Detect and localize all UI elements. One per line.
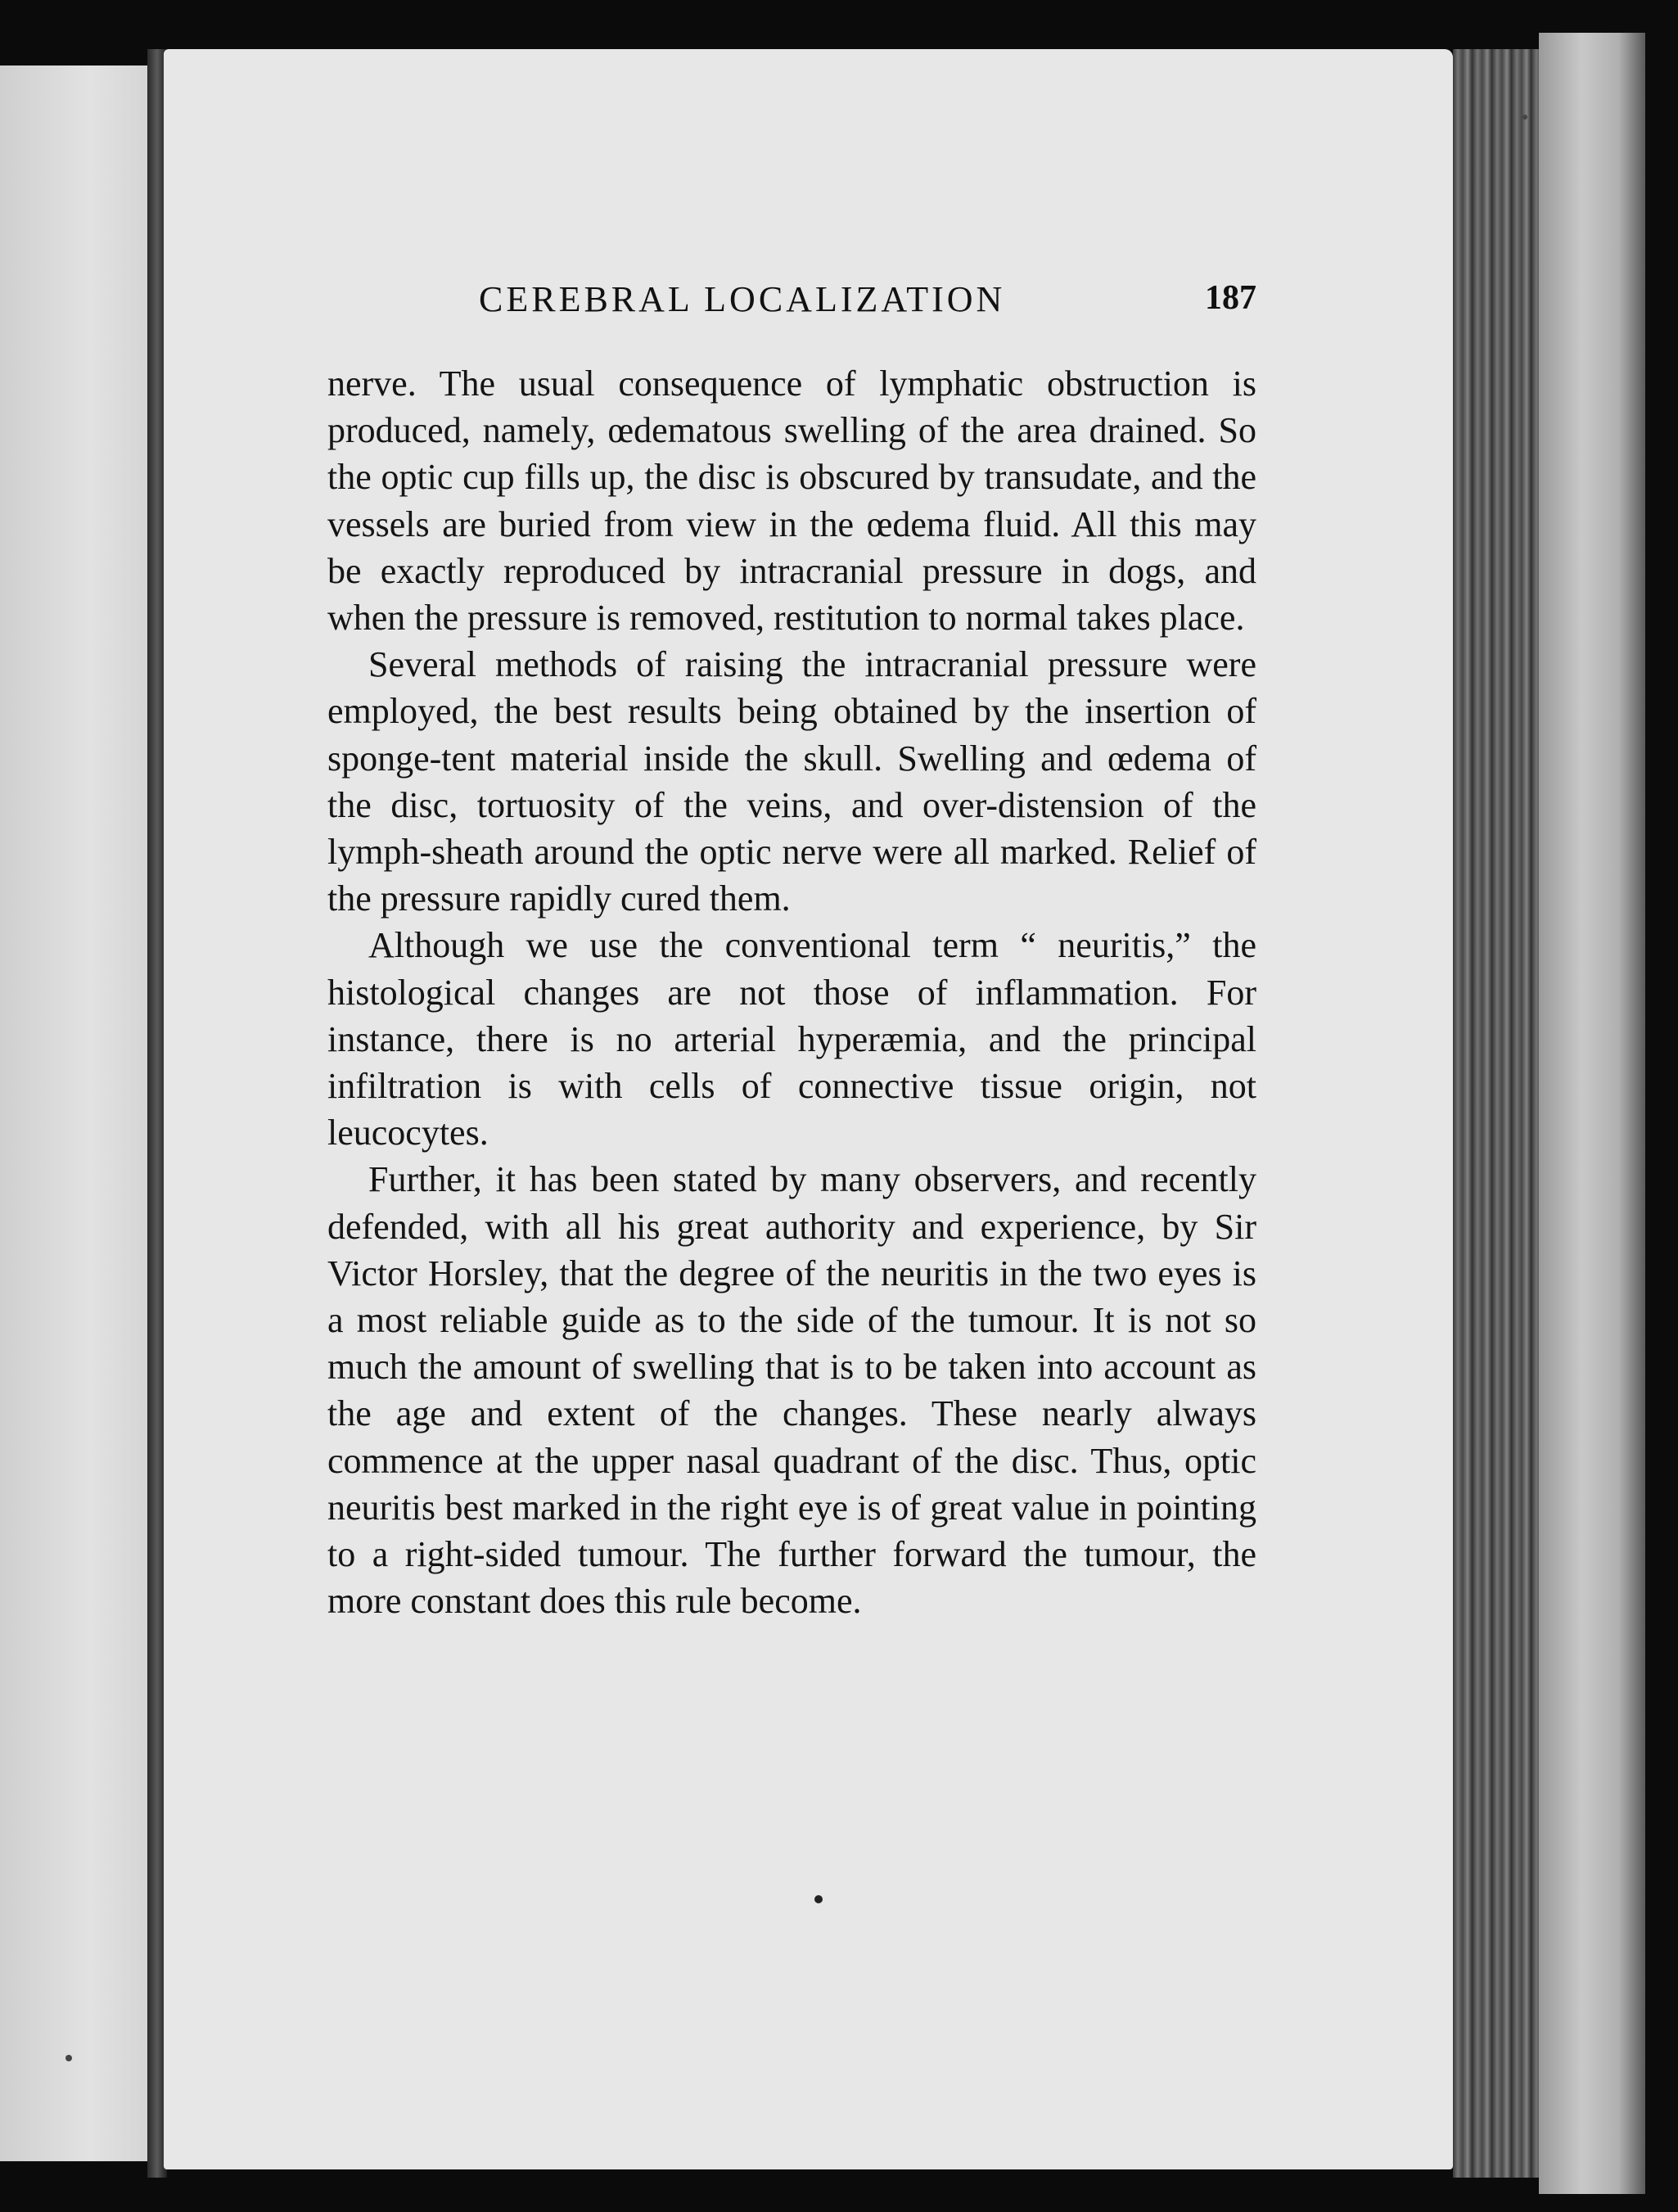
speck bbox=[1522, 115, 1527, 120]
page-number: 187 bbox=[1205, 279, 1256, 317]
page-header bbox=[479, 278, 1256, 327]
paragraph: Several methods of raising the intracranial pressure were employed, the best results being obtained by the insertion of sponge-tent material inside the skull. Swelling and œdema of the disc, tortuosity of the veins, and over-distension of the lymph-sheath around the optic nerve were all marked. Relief of the pressure rapidly cured them. bbox=[327, 644, 1256, 919]
facing-page bbox=[0, 65, 151, 2161]
speck bbox=[65, 2055, 72, 2061]
book-cover-edge bbox=[1539, 33, 1645, 2194]
page-stack-edge bbox=[1453, 49, 1551, 2178]
body-text bbox=[327, 360, 1256, 1624]
paragraph: Although we use the conventional term “ neuritis,” the histological changes are not those of inflammation. For instance, there is no arterial hyperæmia, and the principal infiltration is with cells of connective tissue origin, not leucocytes. bbox=[327, 925, 1256, 1153]
printed-dot bbox=[814, 1895, 823, 1903]
running-head: CEREBRAL LOCALIZATION bbox=[479, 279, 1006, 319]
paragraph: Further, it has been stated by many observers, and recently defended, with all his great authority and experience, by Sir Victor Horsley, that the degree of the neuritis in the two eyes is a most reliable guide as to the side of the tumour. It is not so much the amount of swelling that is to be taken into account as the age and extent of the changes. These nearly always commence at the upper nasal quadrant of the disc. Thus, optic neuritis best marked in the right eye is of great value in pointing to a right-sided tumour. The further forward the tumour, the more constant does this rule become. bbox=[327, 1159, 1256, 1622]
paragraph: nerve. The usual consequence of lymphatic obstruction is produced, namely, œdematous swelling of the area drained. So the optic cup fills up, the disc is obscured by transudate, and the vessels are buried from view in the œdema fluid. All this may be exactly reproduced by intracranial pressure in dogs, and when the pressure is removed, restitution to normal takes place. bbox=[327, 363, 1256, 639]
